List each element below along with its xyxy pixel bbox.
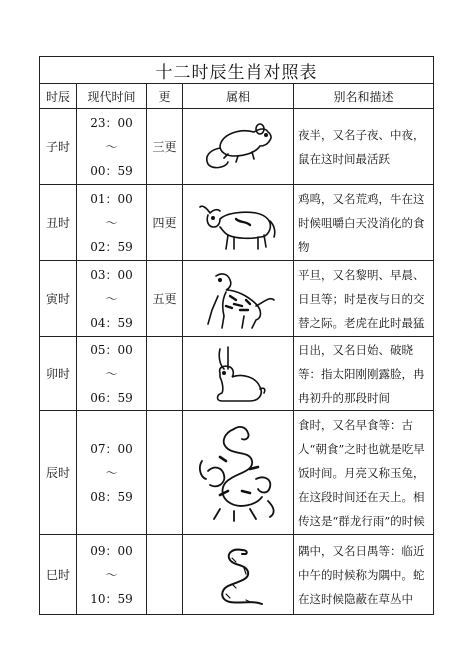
time-cell [77,185,147,261]
header-modern-time: 现代时间 [77,84,147,109]
geng-cell [147,535,183,615]
time-cell [77,535,147,615]
time-end: 10：59 [90,591,133,606]
tiger-icon [196,266,280,332]
geng-cell [147,411,183,535]
description-cell: 隅中，又名日禺等：临近中午的时候称为隅中。蛇在这时候隐蔽在草丛中 [294,535,434,615]
ox-icon [196,191,280,255]
shichen-cell: 丑时 [40,185,77,261]
time-start: 07：00 [90,441,133,456]
time-tilde: ～ [105,291,118,306]
table-row [40,535,434,615]
time-end: 00：59 [90,163,133,178]
geng-cell: 三更 [147,109,183,185]
description-cell: 夜半，又名子夜、中夜，鼠在这时间最活跃 [294,109,434,185]
header-geng: 更 [147,84,183,109]
description-cell: 平旦，又名黎明、早晨、日旦等；时是夜与日的交替之际。老虎在此时最猛 [294,261,434,337]
table-row [40,337,434,411]
rabbit-icon [198,343,278,405]
animal-cell [183,261,294,337]
geng-cell [147,337,183,411]
header-shichen: 时辰 [40,84,77,109]
time-cell [77,109,147,185]
shichen-cell: 卯时 [40,337,77,411]
snake-icon [202,542,274,608]
shichen-cell: 寅时 [40,261,77,337]
table-row [40,185,434,261]
rat-icon [198,116,278,178]
animal-cell [183,535,294,615]
time-tilde: ～ [105,366,118,381]
time-end: 08：59 [90,489,133,504]
table-row [40,109,434,185]
animal-cell [183,337,294,411]
table-title: 十二时辰生肖对照表 [40,57,434,84]
time-start: 23：00 [90,115,133,130]
time-start: 09：00 [90,543,133,558]
geng-cell: 五更 [147,261,183,337]
description-cell: 日出，又名日始、破晓等：指太阳刚刚露脸，冉冉初升的那段时间 [294,337,434,411]
description-cell: 食时，又名早食等：古人“朝食”之时也就是吃早饭时间。月亮又称玉兔，在这段时间还在天上。相传这是“群龙行雨”的时候 [294,411,434,535]
description-cell: 鸡鸣，又名荒鸡，牛在这时候咀嚼白天没消化的食物 [294,185,434,261]
time-start: 05：00 [90,342,133,357]
header-animal: 属相 [183,84,294,109]
time-tilde: ～ [105,139,118,154]
zodiac-table [39,56,434,615]
table-row [40,411,434,535]
time-start: 03：00 [90,267,133,282]
shichen-cell: 辰时 [40,411,77,535]
shichen-cell: 子时 [40,109,77,185]
time-tilde: ～ [105,215,118,230]
animal-cell [183,109,294,185]
time-start: 01：00 [90,191,133,206]
dragon-icon [190,421,286,525]
time-cell [77,261,147,337]
geng-cell: 四更 [147,185,183,261]
time-end: 06：59 [90,390,133,405]
time-cell [77,411,147,535]
time-cell [77,337,147,411]
table-row [40,261,434,337]
time-tilde: ～ [105,567,118,582]
animal-cell [183,185,294,261]
animal-cell [183,411,294,535]
shichen-cell: 巳时 [40,535,77,615]
time-end: 02：59 [90,239,133,254]
header-description: 别名和描述 [294,84,434,109]
time-tilde: ～ [105,465,118,480]
time-end: 04：59 [90,315,133,330]
